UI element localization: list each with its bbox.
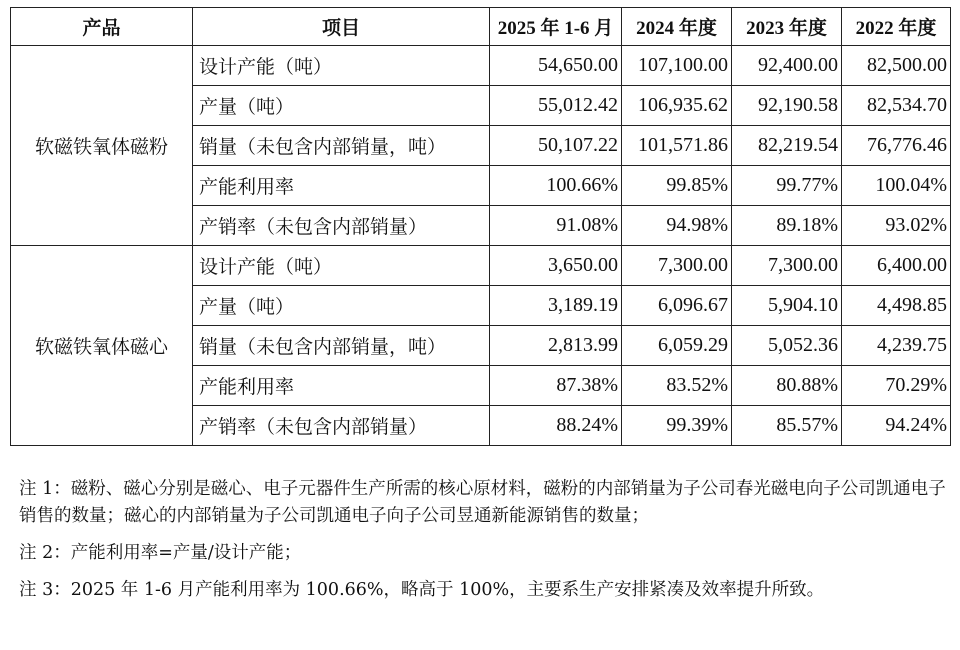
item-cell: 产量（吨） [193,286,490,326]
value-cell: 7,300.00 [732,246,842,286]
header-item: 项目 [193,8,490,46]
item-cell: 产能利用率 [193,166,490,206]
value-cell: 94.24% [842,406,951,446]
value-cell: 85.57% [732,406,842,446]
value-cell: 5,052.36 [732,326,842,366]
header-2023: 2023 年度 [732,8,842,46]
value-cell: 100.04% [842,166,951,206]
value-cell: 50,107.22 [490,126,622,166]
value-cell: 94.98% [622,206,732,246]
header-2022: 2022 年度 [842,8,951,46]
value-cell: 100.66% [490,166,622,206]
item-cell: 设计产能（吨） [193,246,490,286]
product-cell: 软磁铁氧体磁心 [11,246,193,446]
value-cell: 54,650.00 [490,46,622,86]
value-cell: 55,012.42 [490,86,622,126]
product-cell: 软磁铁氧体磁粉 [11,46,193,246]
value-cell: 106,935.62 [622,86,732,126]
value-cell: 3,650.00 [490,246,622,286]
capacity-table [10,7,951,446]
value-cell: 93.02% [842,206,951,246]
notes-section [19,476,949,604]
note-3: 注 3：2025 年 1-6 月产能利用率为 100.66%，略高于 100%，主要系生产安排紧凑及效率提升所致。 [19,580,825,600]
value-cell: 99.39% [622,406,732,446]
value-cell: 4,239.75 [842,326,951,366]
item-cell: 销量（未包含内部销量，吨） [193,326,490,366]
item-cell: 产销率（未包含内部销量） [193,206,490,246]
value-cell: 6,059.29 [622,326,732,366]
value-cell: 5,904.10 [732,286,842,326]
header-2025-h1: 2025 年 1-6 月 [490,8,622,46]
value-cell: 6,096.67 [622,286,732,326]
table-row [11,46,951,86]
value-cell: 4,498.85 [842,286,951,326]
value-cell: 89.18% [732,206,842,246]
value-cell: 3,189.19 [490,286,622,326]
header-2024: 2024 年度 [622,8,732,46]
note-1: 注 1：磁粉、磁心分别是磁心、电子元器件生产所需的核心原材料，磁粉的内部销量为子公司春光磁电向子公司凯通电子销售的数量；磁心的内部销量为子公司凯通电子向子公司昱通新能源销售的数量； [19,479,946,526]
value-cell: 83.52% [622,366,732,406]
value-cell: 82,534.70 [842,86,951,126]
value-cell: 70.29% [842,366,951,406]
value-cell: 82,500.00 [842,46,951,86]
item-cell: 产能利用率 [193,366,490,406]
value-cell: 7,300.00 [622,246,732,286]
item-cell: 设计产能（吨） [193,46,490,86]
value-cell: 82,219.54 [732,126,842,166]
value-cell: 99.85% [622,166,732,206]
value-cell: 91.08% [490,206,622,246]
item-cell: 销量（未包含内部销量，吨） [193,126,490,166]
value-cell: 92,400.00 [732,46,842,86]
value-cell: 99.77% [732,166,842,206]
value-cell: 80.88% [732,366,842,406]
value-cell: 107,100.00 [622,46,732,86]
item-cell: 产量（吨） [193,86,490,126]
value-cell: 101,571.86 [622,126,732,166]
item-cell: 产销率（未包含内部销量） [193,406,490,446]
header-product: 产品 [11,8,193,46]
value-cell: 92,190.58 [732,86,842,126]
table-row [11,246,951,286]
header-row [11,8,951,46]
value-cell: 76,776.46 [842,126,951,166]
value-cell: 2,813.99 [490,326,622,366]
note-2: 注 2：产能利用率=产量/设计产能； [19,543,302,563]
value-cell: 87.38% [490,366,622,406]
value-cell: 6,400.00 [842,246,951,286]
value-cell: 88.24% [490,406,622,446]
